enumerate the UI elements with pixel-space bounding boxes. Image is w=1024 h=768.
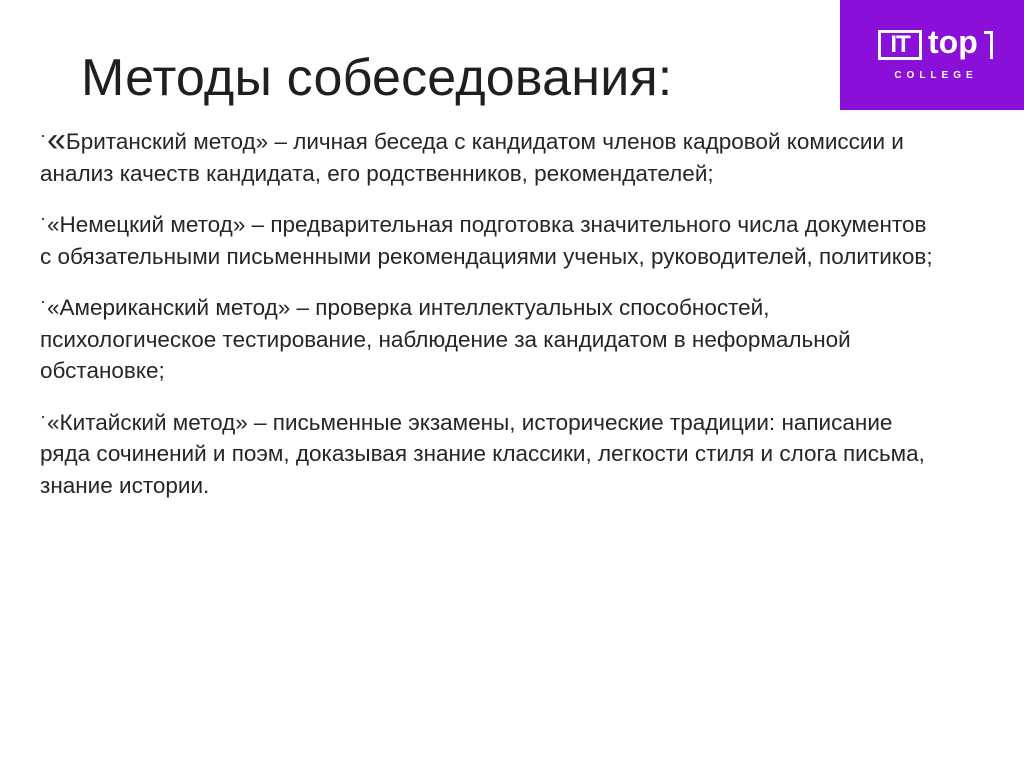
logo-top-text: top	[928, 24, 978, 60]
list-item-american-method	[40, 286, 940, 387]
opening-quote: «	[47, 212, 60, 237]
it-top-college-logo	[840, 0, 1024, 110]
opening-quote: «	[47, 295, 60, 320]
opening-quote: «	[47, 121, 66, 159]
list-item-text: Американский метод» – проверка интеллектуальных способностей, психологическое тестирование, наблюдение за кандидатом в неформальной обстановке;	[40, 295, 851, 383]
methods-list	[40, 120, 940, 515]
logo-college-text: COLLEGE	[894, 70, 978, 81]
list-item-text: Китайский метод» – письменные экзамены, исторические традиции: написание ряда сочинений и поэм, доказывая знание классики, легкости стиля и слога письма, знание истории.	[40, 409, 925, 498]
list-item-chinese-method	[40, 401, 940, 502]
list-item-text: Британский метод» – личная беседа с кандидатом членов кадровой комиссии и анализ качеств кандидата, его родственников, рекомендателей;	[40, 129, 904, 186]
bullet-icon: ·	[40, 291, 46, 311]
list-item-german-method	[40, 203, 940, 272]
slide-title: Методы собеседования:	[81, 49, 673, 107]
list-item-text: Немецкий метод» – предварительная подготовка значительного числа документов с обязательными письменными рекомендациями ученых, руководителей, политиков;	[40, 212, 933, 269]
logo-bracket-icon	[984, 31, 993, 59]
logo-it-box: IT	[878, 30, 922, 60]
bullet-icon: ·	[40, 208, 46, 228]
opening-quote: «	[47, 409, 60, 435]
list-item-british-method	[40, 120, 940, 189]
bullet-icon: ·	[40, 405, 46, 426]
bullet-icon: ·	[40, 125, 46, 145]
